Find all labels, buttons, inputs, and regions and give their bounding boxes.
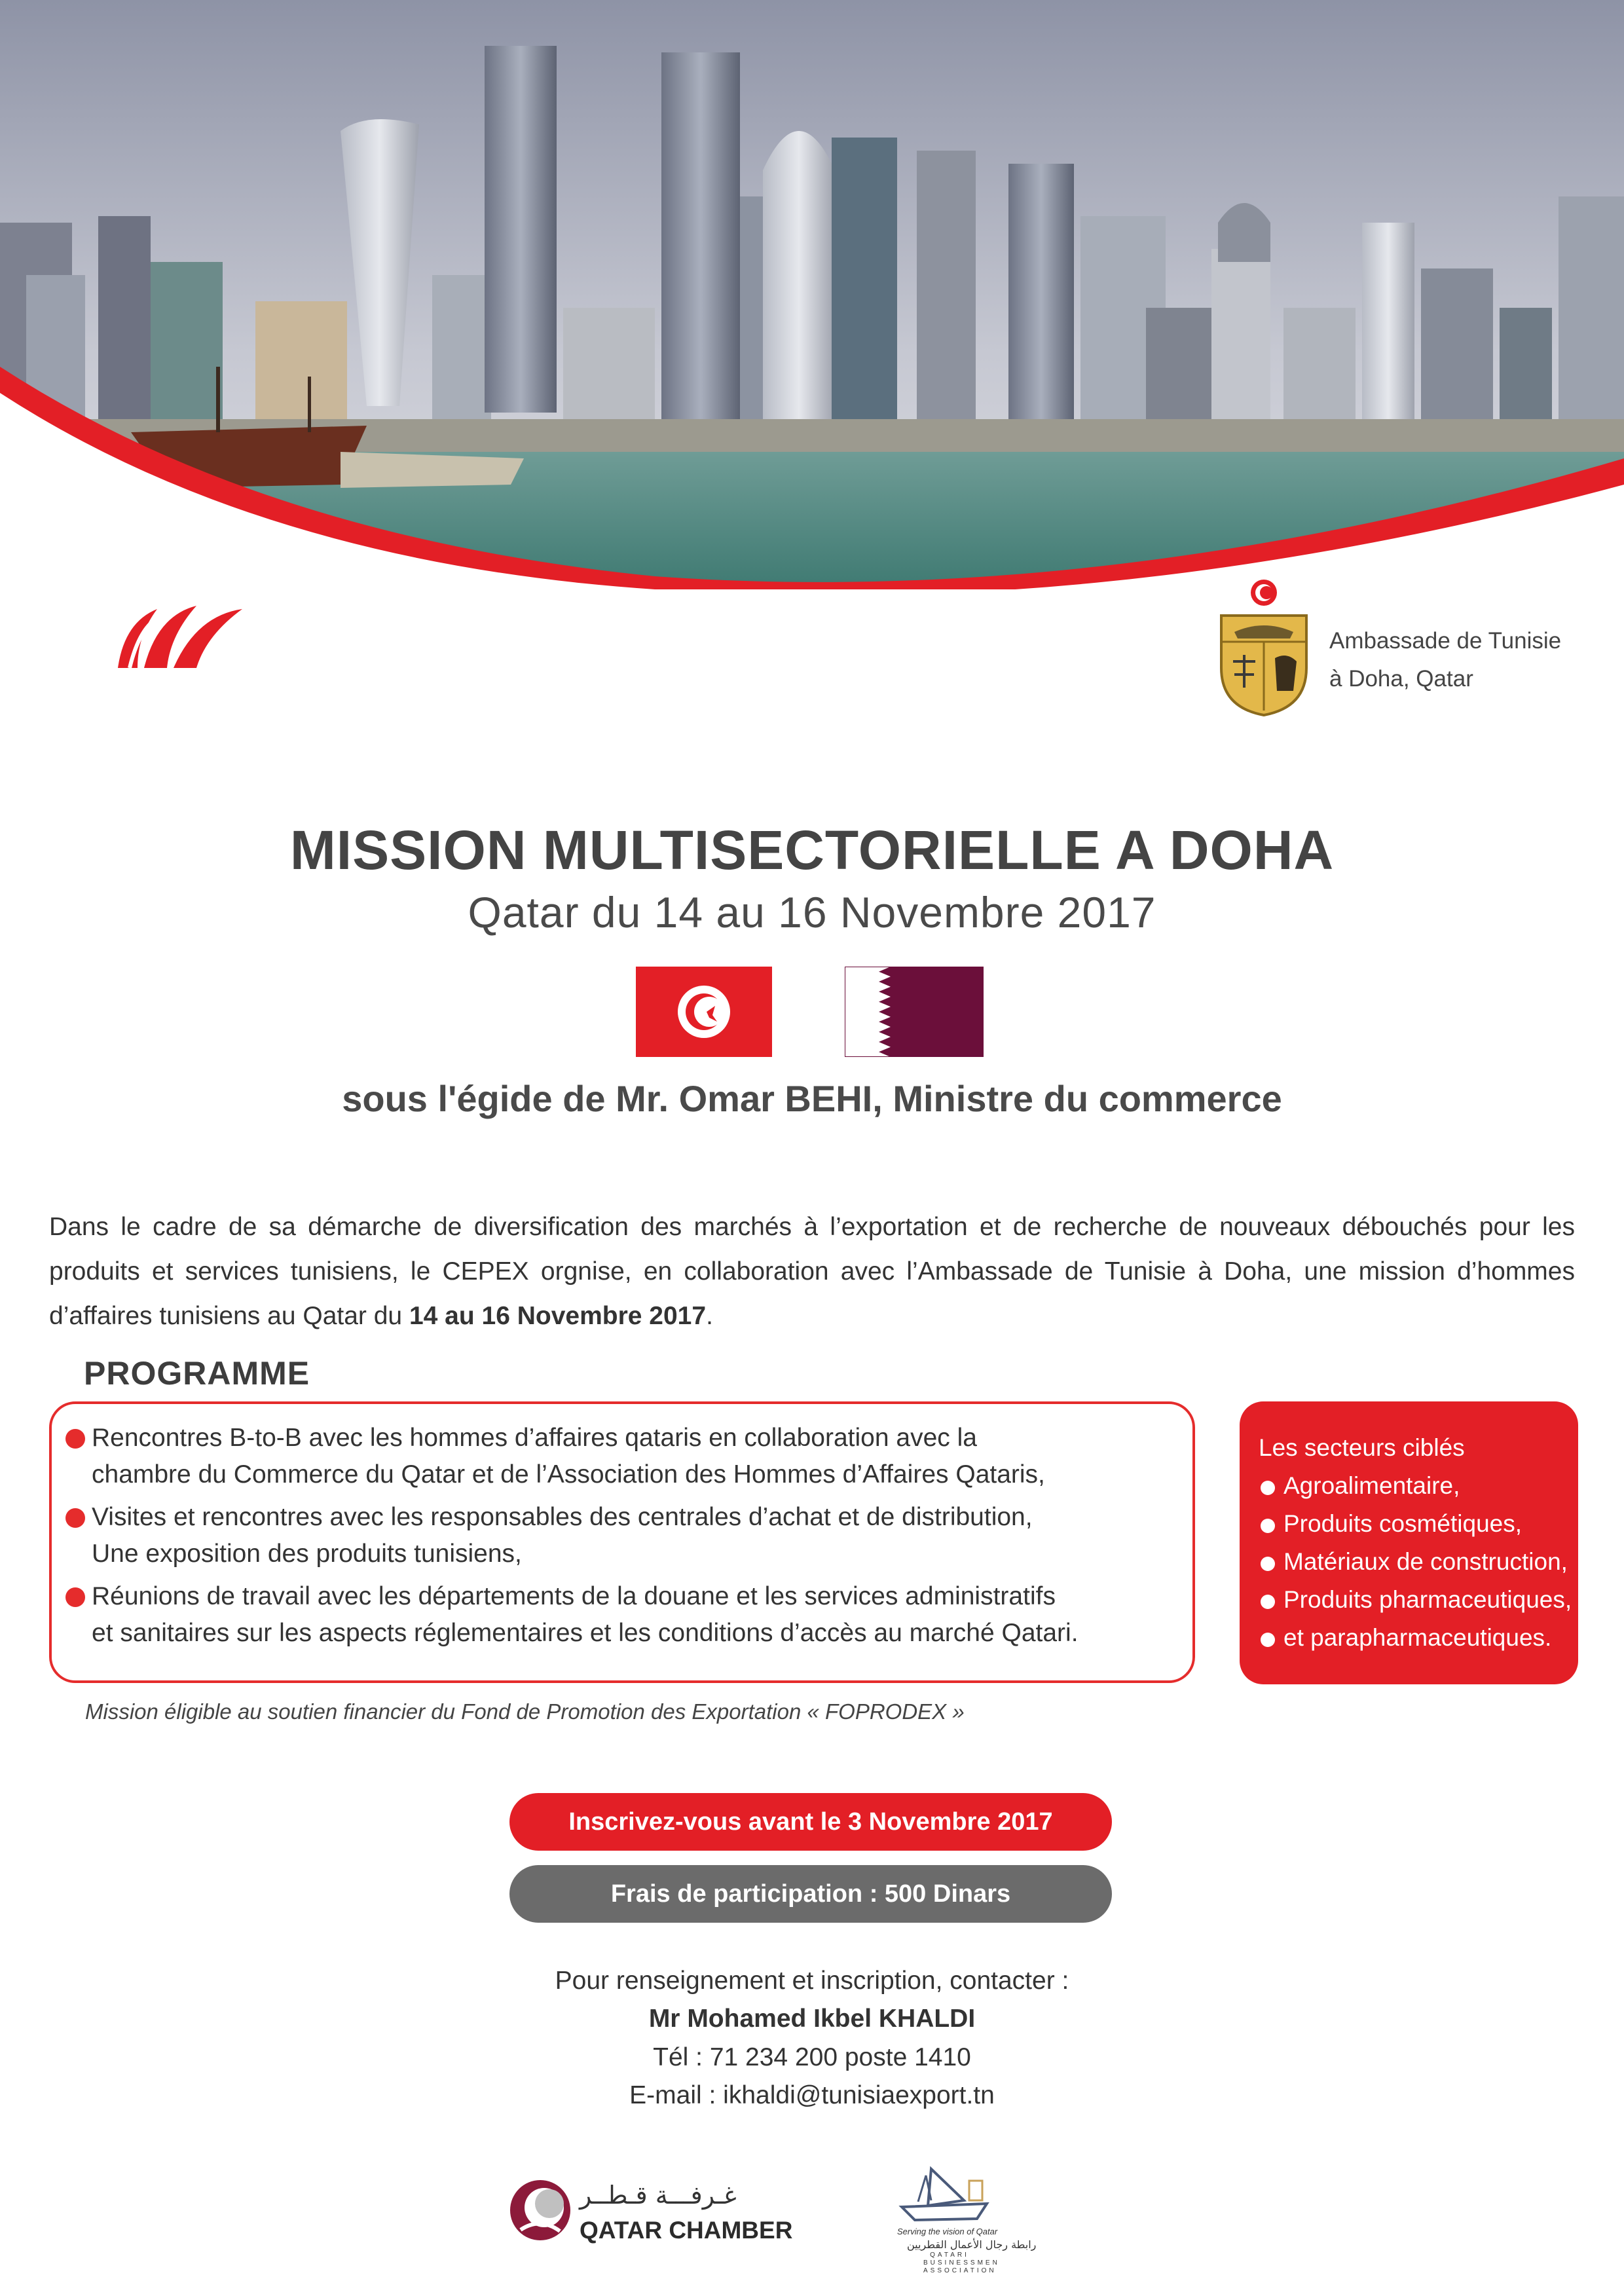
sector-bullet bbox=[1261, 1481, 1275, 1495]
sector-item-2: Produits cosmétiques, bbox=[1283, 1510, 1522, 1537]
programme-heading: PROGRAMME bbox=[84, 1355, 310, 1392]
registration-deadline-badge: Inscrivez-vous avant le 3 Novembre 2017 bbox=[509, 1793, 1112, 1851]
sector-bullet bbox=[1261, 1633, 1275, 1647]
programme-item-3 bbox=[92, 1578, 1205, 1652]
qba-tagline: Serving the vision of Qatar bbox=[897, 2227, 998, 2236]
qba-dhow-logo bbox=[892, 2161, 997, 2227]
programme-item-2-line1: Visites et rencontres avec les responsables des centrales d’achat et de distribution, bbox=[92, 1503, 1033, 1531]
contact-name: Mr Mohamed Ikbel KHALDI bbox=[648, 2005, 976, 2033]
qba-arabic: رابطة رجال الأعمال القطريين bbox=[907, 2238, 1037, 2251]
sectors-heading: Les secteurs ciblés bbox=[1259, 1434, 1465, 1461]
participation-fees-badge: Frais de participation : 500 Dinars bbox=[509, 1865, 1112, 1923]
sector-bullet bbox=[1261, 1595, 1275, 1609]
tunisia-flag bbox=[636, 967, 772, 1057]
programme-bullet bbox=[65, 1587, 85, 1607]
programme-item-1-line2: chambre du Commerce du Qatar et de l’Association des Hommes d’Affaires Qataris, bbox=[92, 1460, 1045, 1489]
doha-skyline-banner bbox=[0, 0, 1624, 589]
intro-end: . bbox=[706, 1302, 713, 1330]
qba-name: QATARI BUSINESSMEN ASSOCIATION bbox=[923, 2251, 1000, 2274]
contact-email[interactable]: E-mail : ikhaldi@tunisiaexport.tn bbox=[629, 2081, 995, 2109]
embassy-label-line1: Ambassade de Tunisie bbox=[1329, 628, 1562, 654]
tunisia-coat-of-arms bbox=[1215, 576, 1313, 717]
programme-bullet bbox=[65, 1508, 85, 1528]
sector-item-5: et parapharmaceutiques. bbox=[1283, 1624, 1552, 1651]
sector-bullet bbox=[1261, 1519, 1275, 1533]
sector-item-3: Matériaux de construction, bbox=[1283, 1548, 1568, 1575]
embassy-label-line2: à Doha, Qatar bbox=[1329, 666, 1473, 692]
programme-bullet bbox=[65, 1429, 85, 1449]
eligibility-note: Mission éligible au soutien financier du Fond de Promotion des Exportation « FOPRODEX » bbox=[85, 1699, 965, 1724]
programme-item-2-line2: Une exposition des produits tunisiens, bbox=[92, 1540, 522, 1568]
cepex-logo bbox=[111, 596, 255, 675]
sector-item-1: Agroalimentaire, bbox=[1283, 1472, 1460, 1499]
page-title: MISSION MULTISECTORIELLE A DOHA bbox=[289, 819, 1335, 881]
sector-item-4: Produits pharmaceutiques, bbox=[1283, 1586, 1572, 1613]
page-subtitle: Qatar du 14 au 16 Novembre 2017 bbox=[468, 888, 1156, 936]
programme-item-2 bbox=[92, 1499, 1205, 1572]
intro-dates: 14 au 16 Novembre 2017 bbox=[409, 1302, 707, 1330]
programme-item-3-line2: et sanitaires sur les aspects réglementaires et les conditions d’accès au marché Qatari. bbox=[92, 1619, 1079, 1647]
programme-item-3-line1: Réunions de travail avec les départements de la douane et les services administratifs bbox=[92, 1582, 1056, 1610]
qatar-chamber-emblem bbox=[507, 2177, 573, 2243]
intro-paragraph bbox=[49, 1205, 1575, 1339]
intro-text: Dans le cadre de sa démarche de diversification des marchés à l’exportation et de recherche de nouveaux débouchés pour les produits et services tunisiens, le CEPEX orgnise, en collaboration avec l’Ambassade de Tunisie à Doha, une mission d’hommes d’affaires tunisiens au Qatar du bbox=[49, 1213, 1575, 1330]
qatar-chamber-arabic: غـرفـــة قـطــر bbox=[580, 2181, 737, 2210]
programme-item-1-line1: Rencontres B-to-B avec les hommes d’affaires qataris en collaboration avec la bbox=[92, 1424, 977, 1452]
patronage-line: sous l'égide de Mr. Omar BEHI, Ministre du commerce bbox=[342, 1078, 1282, 1119]
contact-intro: Pour renseignement et inscription, contacter : bbox=[555, 1967, 1069, 1995]
sector-bullet bbox=[1261, 1557, 1275, 1571]
contact-phone: Tél : 71 234 200 poste 1410 bbox=[653, 2043, 971, 2071]
qatar-chamber-name: QATAR CHAMBER bbox=[580, 2217, 793, 2244]
qatar-flag bbox=[845, 967, 984, 1057]
programme-item-1 bbox=[92, 1420, 1205, 1493]
